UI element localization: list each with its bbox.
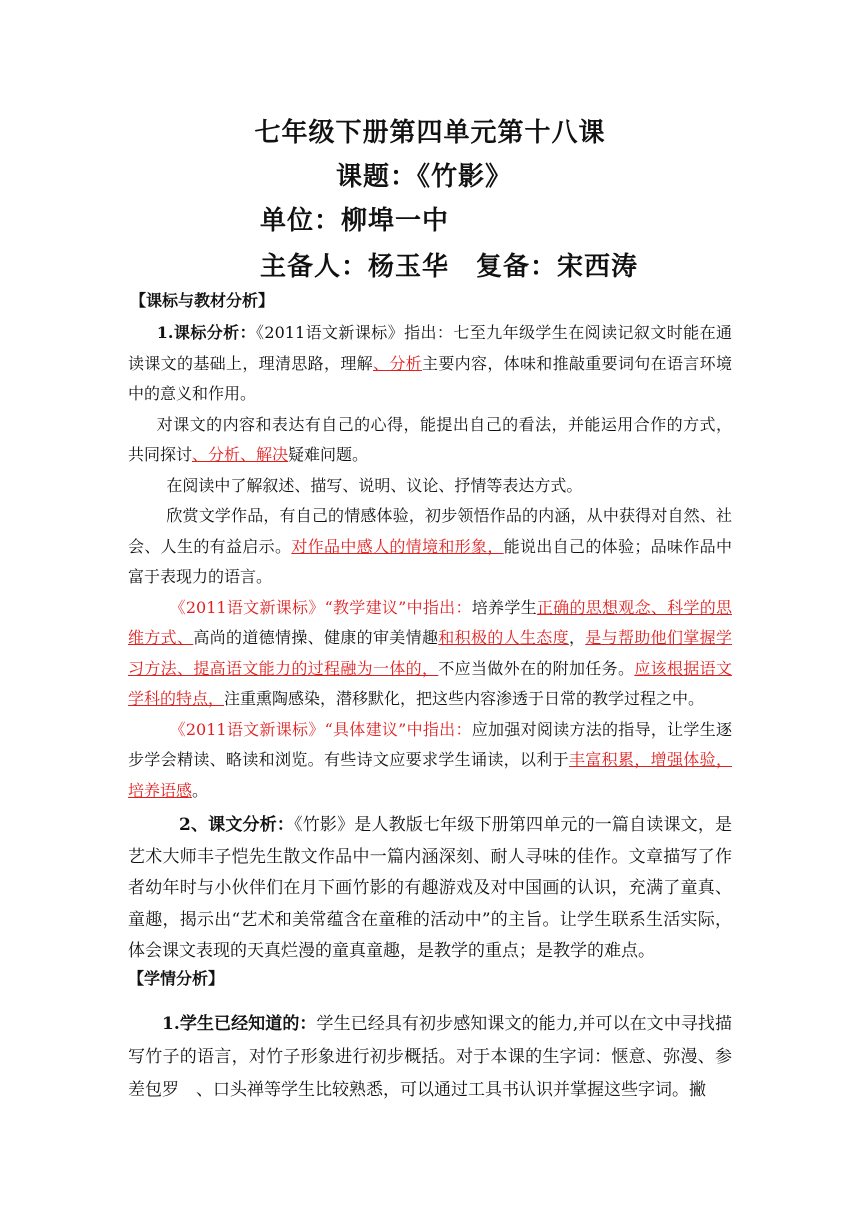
- paragraph-known: 1.学生已经知道的：学生已经具有初步感知课文的能力,并可以在文中寻找描写竹子的语言，对竹子形象进行初步概括。对于本课的生字词：惬意、弥漫、参差包罗 、口头禅等学生比较熟悉，可以通过工具书认识并掌握这些字词。撇: [128, 1014, 733, 1100]
- highlight-text: 和积极的人生态度: [438, 628, 569, 647]
- highlight-text: 、分析、解决: [192, 445, 289, 464]
- paragraph: 在阅读中了解叙述、描写、说明、议论、抒情等表达方式。: [166, 475, 583, 495]
- section-heading-analysis: 【课标与教材分析】: [130, 291, 275, 310]
- unit-line: 单位：柳埠一中: [260, 206, 450, 236]
- paragraph-text-analysis: 2、课文分析：《竹影》是人教版七年级下册第四单元的一篇自读课文，是艺术大师丰子恺先生散文作品中一篇内涵深刻、耐人寻味的佳作。文章描写了作者幼年时与小伙伴们在月下画竹影的有趣游戏及对中国画的认识，充满了童真、童趣，揭示出“艺术和美常蕴含在童稚的活动中”的主旨。让学生联系生活实际，体会课文表现的天真烂漫的童真童趣，是教学的重点；是教学的难点。: [128, 815, 732, 961]
- learning-body: [128, 1008, 732, 1107]
- document-title: 七年级下册第四单元第十八课: [254, 118, 606, 148]
- paragraph-specific-advice: 《2011语文新课标》“具体建议”中指出：应加强对阅读方法的指导，让学生逐步学会精读、略读和浏览。有些诗文应要求学生诵读，以利于丰富积累，增强体验，培养语感。: [128, 719, 732, 800]
- analysis-body: [128, 318, 732, 968]
- section-heading-learning: 【学情分析】: [128, 969, 225, 988]
- lesson-topic: 课题：《竹影》: [335, 162, 512, 192]
- curriculum-label: 1.课标分析：: [156, 323, 257, 342]
- highlight-text: 、分析: [372, 353, 422, 373]
- known-label: 1.学生已经知道的：: [162, 1014, 317, 1034]
- highlight-text: 丰富积累，增强体验，培养语感: [128, 750, 732, 800]
- paragraph: 对课文的内容和表达有自己的心得，能提出自己的看法，并能运用合作的方式，共同探讨、分析、解决疑难问题。: [128, 414, 732, 464]
- preparer-line: 主备人：杨玉华 复备：宋西涛: [260, 252, 639, 282]
- paragraph-teaching-advice: 《2011语文新课标》“教学建议”中指出：培养学生正确的思想观念、科学的思维方式、高尚的道德情操、健康的审美情趣和积极的人生态度，是与帮助他们掌握学习方法、提高语文能力的过程融为一体的，不应当做外在的附加任务。应该根据语文学科的特点，注重熏陶感染，潜移默化，把这些内容渗透于日常的教学过程之中。: [128, 597, 732, 708]
- quote-label: 《2011语文新课标》“具体建议”中指出：: [169, 719, 472, 739]
- paragraph: 欣赏文学作品，有自己的情感体验，初步领悟作品的内涵，从中获得对自然、社会、人生的有益启示。对作品中感人的情境和形象，能说出自己的体验；品味作品中富于表现力的语言。: [128, 506, 732, 586]
- highlight-text: 对作品中感人的情境和形象，: [291, 536, 504, 556]
- text-analysis-label: 2、课文分析：: [179, 815, 295, 835]
- paragraph-curriculum: 1.课标分析：《2011语文新课标》指出：七至九年级学生在阅读记叙文时能在通读课文的基础上，理清思路，理解、分析主要内容，体味和推敲重要词句在语言环境中的意义和作用。: [128, 323, 732, 403]
- highlight-text: 应该根据语文学科的特点，: [128, 658, 732, 708]
- quote-label: 《2011语文新课标》“教学建议”中指出：: [169, 597, 472, 617]
- highlight-text: 正确的思想观念、科学的思维方式、: [128, 597, 732, 647]
- highlight-text: 是与帮助他们掌握学习方法、提高语文能力的过程融为一体的，: [128, 628, 732, 678]
